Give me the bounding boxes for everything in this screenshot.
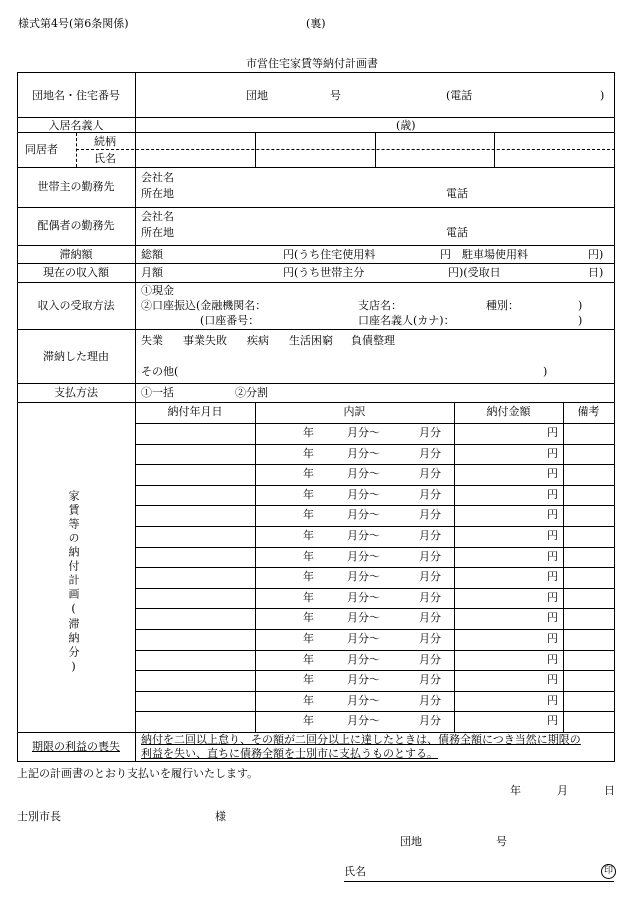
plan-yen-label: 円 bbox=[547, 570, 558, 584]
plan-from-month-label: 月分～ bbox=[347, 652, 380, 666]
plan-to-month-label: 月分 bbox=[419, 673, 441, 687]
plan-row-divider bbox=[135, 650, 615, 651]
applicant-name-label: 氏名 bbox=[344, 865, 366, 878]
reason-option-illness: 疾病 bbox=[247, 334, 269, 347]
plan-row-divider bbox=[135, 444, 615, 445]
plan-header-remarks: 備考 bbox=[577, 405, 600, 418]
label-relation: 続柄 bbox=[94, 135, 116, 148]
label-income: 現在の収入額 bbox=[43, 266, 109, 279]
income-receipt-date-label: 円)(受取日 bbox=[448, 266, 501, 279]
plan-to-month-label: 月分 bbox=[419, 508, 441, 522]
plan-yen-label: 円 bbox=[547, 673, 558, 687]
plan-row-divider bbox=[135, 588, 615, 589]
plan-year-label: 年 bbox=[303, 632, 314, 645]
addressee: 士別市長 bbox=[17, 810, 61, 823]
label-cohabitant-name: 氏名 bbox=[94, 152, 116, 165]
receipt-close-1: ) bbox=[578, 299, 583, 312]
plan-from-month-label: 月分～ bbox=[347, 446, 380, 460]
plan-year-label: 年 bbox=[303, 673, 314, 687]
plan-yen-label: 円 bbox=[547, 549, 558, 563]
page-side-label: (裏) bbox=[306, 17, 326, 30]
plan-yen-label: 円 bbox=[547, 611, 558, 625]
plan-to-month-label: 月分 bbox=[419, 549, 441, 563]
plan-year-label: 年 bbox=[303, 714, 314, 728]
label-forfeiture: 期限の利益の喪失 bbox=[32, 740, 120, 753]
label-spouse-employer: 配偶者の勤務先 bbox=[37, 219, 115, 232]
label-payment-method: 支払方法 bbox=[54, 386, 98, 399]
plan-to-month-label: 月分 bbox=[419, 446, 441, 460]
plan-row-divider bbox=[135, 711, 615, 712]
income-end: 日) bbox=[588, 266, 604, 279]
plan-from-month-label: 月分～ bbox=[347, 508, 380, 522]
plan-row-divider bbox=[135, 505, 615, 506]
plan-to-month-label: 月分 bbox=[419, 570, 441, 584]
plan-year-label: 年 bbox=[303, 652, 314, 666]
reason-other-close: ) bbox=[543, 365, 548, 378]
plan-from-month-label: 月分～ bbox=[347, 693, 380, 707]
form-number: 様式第4号(第6条関係) bbox=[18, 17, 129, 30]
plan-from-month-label: 月分～ bbox=[347, 487, 380, 501]
plan-year-label: 年 bbox=[303, 426, 314, 439]
plan-row-divider bbox=[135, 567, 615, 568]
arrears-housing-label: 円(うち住宅使用料 bbox=[283, 248, 376, 261]
plan-from-month-label: 月分～ bbox=[347, 570, 380, 584]
plan-to-month-label: 月分 bbox=[419, 590, 441, 604]
spouse-tel-label: 電話 bbox=[446, 226, 468, 239]
payment-lump-sum-option: ①一括 bbox=[141, 386, 174, 399]
income-head-label: 円(うち世帯主分 bbox=[283, 266, 365, 279]
plan-year-label: 年 bbox=[303, 570, 314, 584]
plan-yen-label: 円 bbox=[547, 714, 558, 728]
plan-year-label: 年 bbox=[303, 549, 314, 563]
plan-side-label: 家賃等の納付計画(滞納分) bbox=[67, 490, 80, 676]
plan-from-month-label: 月分～ bbox=[347, 714, 380, 728]
tenant-age: (歳) bbox=[396, 119, 416, 132]
reason-option-debt: 負債整理 bbox=[351, 334, 395, 347]
plan-row-divider bbox=[135, 691, 615, 692]
seal-mark: 印 bbox=[601, 864, 616, 879]
plan-yen-label: 円 bbox=[547, 426, 558, 439]
plan-from-month-label: 月分～ bbox=[347, 529, 380, 542]
plan-year-label: 年 bbox=[303, 693, 314, 707]
plan-header-date: 納付年月日 bbox=[167, 405, 223, 418]
arrears-total-label: 総額 bbox=[141, 248, 163, 261]
plan-row-divider bbox=[135, 547, 615, 548]
plan-year-label: 年 bbox=[303, 487, 314, 501]
plan-yen-label: 円 bbox=[547, 446, 558, 460]
reason-other-label: その他( bbox=[141, 365, 179, 378]
label-head-employer: 世帯主の勤務先 bbox=[37, 180, 115, 193]
reason-option-unemployment: 失業 bbox=[141, 334, 163, 347]
spouse-address-label: 所在地 bbox=[141, 226, 174, 239]
plan-yen-label: 円 bbox=[547, 590, 558, 604]
head-company-label: 会社名 bbox=[141, 171, 174, 184]
plan-year-label: 年 bbox=[303, 590, 314, 604]
plan-year-label: 年 bbox=[303, 446, 314, 460]
spouse-company-label: 会社名 bbox=[141, 210, 174, 223]
plan-to-month-label: 月分 bbox=[419, 714, 441, 728]
receipt-type-label: 種別： bbox=[486, 299, 519, 312]
reason-option-hardship: 生活困窮 bbox=[289, 334, 333, 347]
complex-tel-label: (電話 bbox=[446, 89, 473, 102]
complex-tel-close: ) bbox=[600, 89, 605, 102]
plan-year-label: 年 bbox=[303, 508, 314, 522]
plan-to-month-label: 月分 bbox=[419, 693, 441, 707]
plan-to-month-label: 月分 bbox=[419, 652, 441, 666]
plan-to-month-label: 月分 bbox=[419, 529, 441, 542]
applicant-danchi-label: 団地 bbox=[400, 835, 422, 848]
receipt-close-2: ) bbox=[578, 314, 583, 327]
plan-row-divider bbox=[135, 608, 615, 609]
label-arrears: 滞納額 bbox=[59, 248, 93, 261]
receipt-cash-option: ①現金 bbox=[141, 284, 174, 297]
plan-to-month-label: 月分 bbox=[419, 426, 441, 439]
plan-yen-label: 円 bbox=[547, 632, 558, 645]
applicant-name-underline bbox=[344, 881, 614, 882]
plan-from-month-label: 月分～ bbox=[347, 467, 380, 481]
plan-from-month-label: 月分～ bbox=[347, 632, 380, 645]
plan-from-month-label: 月分～ bbox=[347, 426, 380, 439]
receipt-account-holder-label: 口座名義人(カナ)： bbox=[358, 314, 455, 327]
label-receipt-method: 収入の受取方法 bbox=[37, 299, 115, 312]
plan-yen-label: 円 bbox=[547, 693, 558, 707]
plan-row-divider bbox=[135, 629, 615, 630]
plan-year-label: 年 bbox=[303, 611, 314, 625]
income-monthly-label: 月額 bbox=[141, 266, 163, 279]
head-tel-label: 電話 bbox=[446, 187, 468, 200]
complex-danchi-label: 団地 bbox=[246, 89, 268, 102]
arrears-parking-label: 円 駐車場使用料 bbox=[440, 248, 528, 261]
label-complex-house-number: 団地名・住宅番号 bbox=[32, 89, 120, 102]
plan-to-month-label: 月分 bbox=[419, 467, 441, 481]
head-address-label: 所在地 bbox=[141, 187, 174, 200]
plan-year-label: 年 bbox=[303, 529, 314, 542]
date-month-label: 月 bbox=[557, 784, 568, 797]
plan-to-month-label: 月分 bbox=[419, 487, 441, 501]
label-cohabitant: 同居者 bbox=[25, 143, 58, 156]
plan-yen-label: 円 bbox=[547, 467, 558, 481]
date-day-label: 日 bbox=[604, 784, 615, 797]
plan-header-breakdown: 内訳 bbox=[343, 405, 366, 418]
reason-option-business-failure: 事業失敗 bbox=[183, 334, 227, 347]
payment-installment-option: ②分割 bbox=[235, 386, 268, 399]
plan-header-divider bbox=[135, 423, 615, 424]
plan-row-divider bbox=[135, 464, 615, 465]
plan-yen-label: 円 bbox=[547, 508, 558, 522]
complex-go-label: 号 bbox=[330, 89, 341, 102]
receipt-branch-label: 支店名： bbox=[358, 299, 402, 312]
receipt-account-number-label: (口座番号： bbox=[200, 314, 260, 327]
forfeiture-text-line1: 納付を二回以上怠り、その額が二回分以上に達したときは、債務全額につき当然に期限の bbox=[141, 733, 581, 746]
plan-yen-label: 円 bbox=[547, 529, 558, 542]
arrears-end: 円) bbox=[588, 248, 604, 261]
plan-from-month-label: 月分～ bbox=[347, 549, 380, 563]
plan-yen-label: 円 bbox=[547, 487, 558, 501]
addressee-honorific: 様 bbox=[215, 810, 226, 823]
label-reason: 滞納した理由 bbox=[43, 350, 109, 363]
date-year-label: 年 bbox=[510, 784, 521, 797]
plan-row-divider bbox=[135, 670, 615, 671]
forfeiture-text-line2: 利益を失い、直ちに債務全額を士別市に支払うものとする。 bbox=[141, 747, 438, 760]
plan-row-divider bbox=[135, 526, 615, 527]
pledge-text: 上記の計画書のとおり支払いを履行いたします。 bbox=[17, 767, 259, 780]
plan-from-month-label: 月分～ bbox=[347, 590, 380, 604]
plan-yen-label: 円 bbox=[547, 652, 558, 666]
plan-header-amount: 納付金額 bbox=[486, 405, 531, 418]
plan-row-divider bbox=[135, 485, 615, 486]
plan-to-month-label: 月分 bbox=[419, 632, 441, 645]
plan-to-month-label: 月分 bbox=[419, 611, 441, 625]
plan-from-month-label: 月分～ bbox=[347, 611, 380, 625]
receipt-bank-label: ②口座振込(金融機関名： bbox=[141, 299, 267, 312]
label-tenant: 入居名義人 bbox=[48, 119, 104, 132]
plan-year-label: 年 bbox=[303, 467, 314, 481]
document-title: 市営住宅家賃等納付計画書 bbox=[246, 57, 378, 70]
applicant-go-label: 号 bbox=[496, 835, 507, 848]
plan-from-month-label: 月分～ bbox=[347, 673, 380, 687]
